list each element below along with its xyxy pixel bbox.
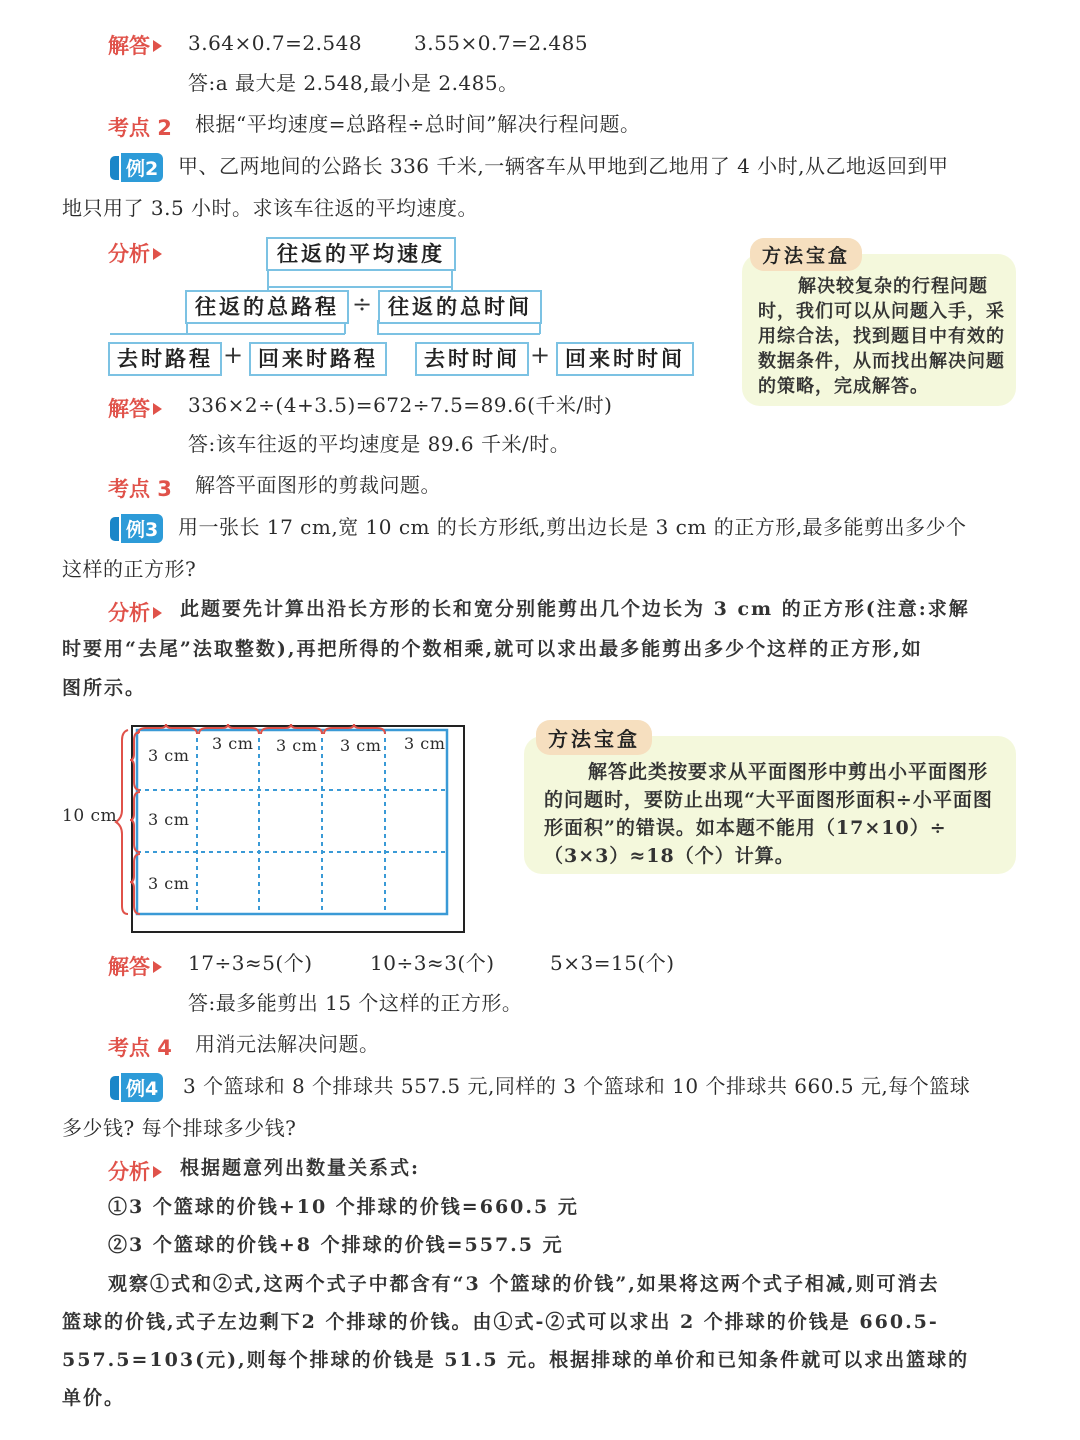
- figure-side-label: 3 cm: [148, 746, 190, 765]
- analysis-text: 单价。: [62, 1387, 126, 1409]
- solution-line: 336×2÷(4+3.5)=672÷7.5=89.6(千米/时): [188, 393, 613, 417]
- figure-side-label: 3 cm: [148, 874, 190, 893]
- solution-line: 3.64×0.7=2.548: [188, 31, 363, 55]
- method-tip-title: 方法宝盒: [536, 720, 652, 755]
- example-badge: 例3: [110, 514, 163, 543]
- solution-line: 10÷3≈3(个): [370, 951, 495, 975]
- analysis-label: 分析: [108, 1156, 162, 1186]
- analysis-text: 时要用“去尾”法取整数),再把所得的个数相乘,就可以求出最多能剪出多少个这样的正方形,如: [62, 638, 923, 660]
- problem-text: 地只用了 3.5 小时。求该车往返的平均速度。: [62, 196, 479, 220]
- diagram-box-average-speed: 往返的平均速度: [266, 237, 456, 271]
- diagram-operator: +: [530, 341, 551, 369]
- diagram-box-going-time: 去时时间: [415, 342, 529, 376]
- diagram-box-total-distance: 往返的总路程: [185, 290, 349, 324]
- solution-line: 17÷3≈5(个): [188, 951, 313, 975]
- diagram-box-going-distance: 去时路程: [108, 342, 222, 376]
- solution-label: 解答: [108, 30, 162, 60]
- key-point-label: 考点 3: [108, 477, 172, 501]
- method-tip-text: 解答此类按要求从平面图形中剪出小平面图形的问题时，要防止出现“大平面图形面积÷小平面图形面积”的错误。如本题不能用（17×10）÷（3×3）≈18（个）计算。: [544, 761, 993, 867]
- diagram-box-total-time: 往返的总时间: [378, 290, 542, 324]
- key-point-label: 考点 4: [108, 1036, 172, 1060]
- diagram-box-return-time: 回来时时间: [556, 342, 694, 376]
- diagram-operator: +: [223, 341, 244, 369]
- problem-text: 甲、乙两地间的公路长 336 千米,一辆客车从甲地到乙地用了 4 小时,从乙地返回到甲: [178, 154, 949, 178]
- equation-line: ①3 个篮球的价钱+10 个排球的价钱=660.5 元: [108, 1196, 579, 1218]
- key-point-text: 根据“平均速度=总路程÷总时间”解决行程问题。: [195, 112, 641, 136]
- key-point-text: 用消元法解决问题。: [195, 1032, 380, 1056]
- diagram-connectors: [0, 0, 720, 380]
- diagram-operator: ÷: [352, 290, 373, 318]
- solution-line: 3.55×0.7=2.485: [414, 31, 589, 55]
- analysis-label: 分析: [108, 238, 162, 268]
- answer-text: 答:a 最大是 2.548,最小是 2.485。: [188, 71, 519, 95]
- figure-top-label: 3 cm: [212, 734, 254, 753]
- analysis-text: 观察①式和②式,这两个式子中都含有“3 个篮球的价钱”,如果将这两个式子相减,则可消去: [108, 1273, 940, 1295]
- key-point-text: 解答平面图形的剪裁问题。: [195, 473, 441, 497]
- diagram-box-return-distance: 回来时路程: [249, 342, 387, 376]
- example-badge: 例2: [110, 153, 163, 182]
- figure-top-label: 3 cm: [404, 734, 446, 753]
- answer-text: 答:最多能剪出 15 个这样的正方形。: [188, 991, 523, 1015]
- figure-height-label: 10 cm: [62, 806, 118, 826]
- analysis-text: 根据题意列出数量关系式:: [180, 1157, 421, 1179]
- answer-text: 答:该车往返的平均速度是 89.6 千米/时。: [188, 432, 571, 456]
- key-point-label: 考点 2: [108, 116, 172, 140]
- figure-top-label: 3 cm: [340, 736, 382, 755]
- solution-label: 解答: [108, 951, 162, 981]
- method-tip-text: 解决较复杂的行程问题时，我们可以从问题入手，采用综合法，找到题目中有效的数据条件，从而找出解决问题的策略，完成解答。: [758, 276, 1005, 397]
- example-badge: 例4: [110, 1073, 163, 1102]
- solution-line: 5×3=15(个): [550, 951, 675, 975]
- analysis-text: 篮球的价钱,式子左边剩下2 个排球的价钱。由①式-②式可以求出 2 个排球的价钱是 660.5-: [62, 1311, 939, 1333]
- analysis-text: 此题要先计算出沿长方形的长和宽分别能剪出几个边长为 3 cm 的正方形(注意:求解: [180, 598, 970, 620]
- analysis-text: 557.5=103(元),则每个排球的价钱是 51.5 元。根据排球的单价和已知条件就可以求出篮球的: [62, 1349, 970, 1371]
- analysis-text: 图所示。: [62, 677, 147, 699]
- problem-text: 多少钱? 每个排球多少钱?: [62, 1116, 297, 1140]
- equation-line: ②3 个篮球的价钱+8 个排球的价钱=557.5 元: [108, 1234, 564, 1256]
- method-tip-title: 方法宝盒: [750, 238, 862, 271]
- figure-top-label: 3 cm: [276, 736, 318, 755]
- solution-label: 解答: [108, 393, 162, 423]
- problem-text: 用一张长 17 cm,宽 10 cm 的长方形纸,剪出边长是 3 cm 的正方形,最多能剪出多少个: [178, 515, 967, 539]
- analysis-label: 分析: [108, 597, 162, 627]
- problem-text: 3 个篮球和 8 个排球共 557.5 元,同样的 3 个篮球和 10 个排球共 660.5 元,每个篮球: [183, 1074, 971, 1098]
- problem-text: 这样的正方形?: [62, 557, 197, 581]
- figure-side-label: 3 cm: [148, 810, 190, 829]
